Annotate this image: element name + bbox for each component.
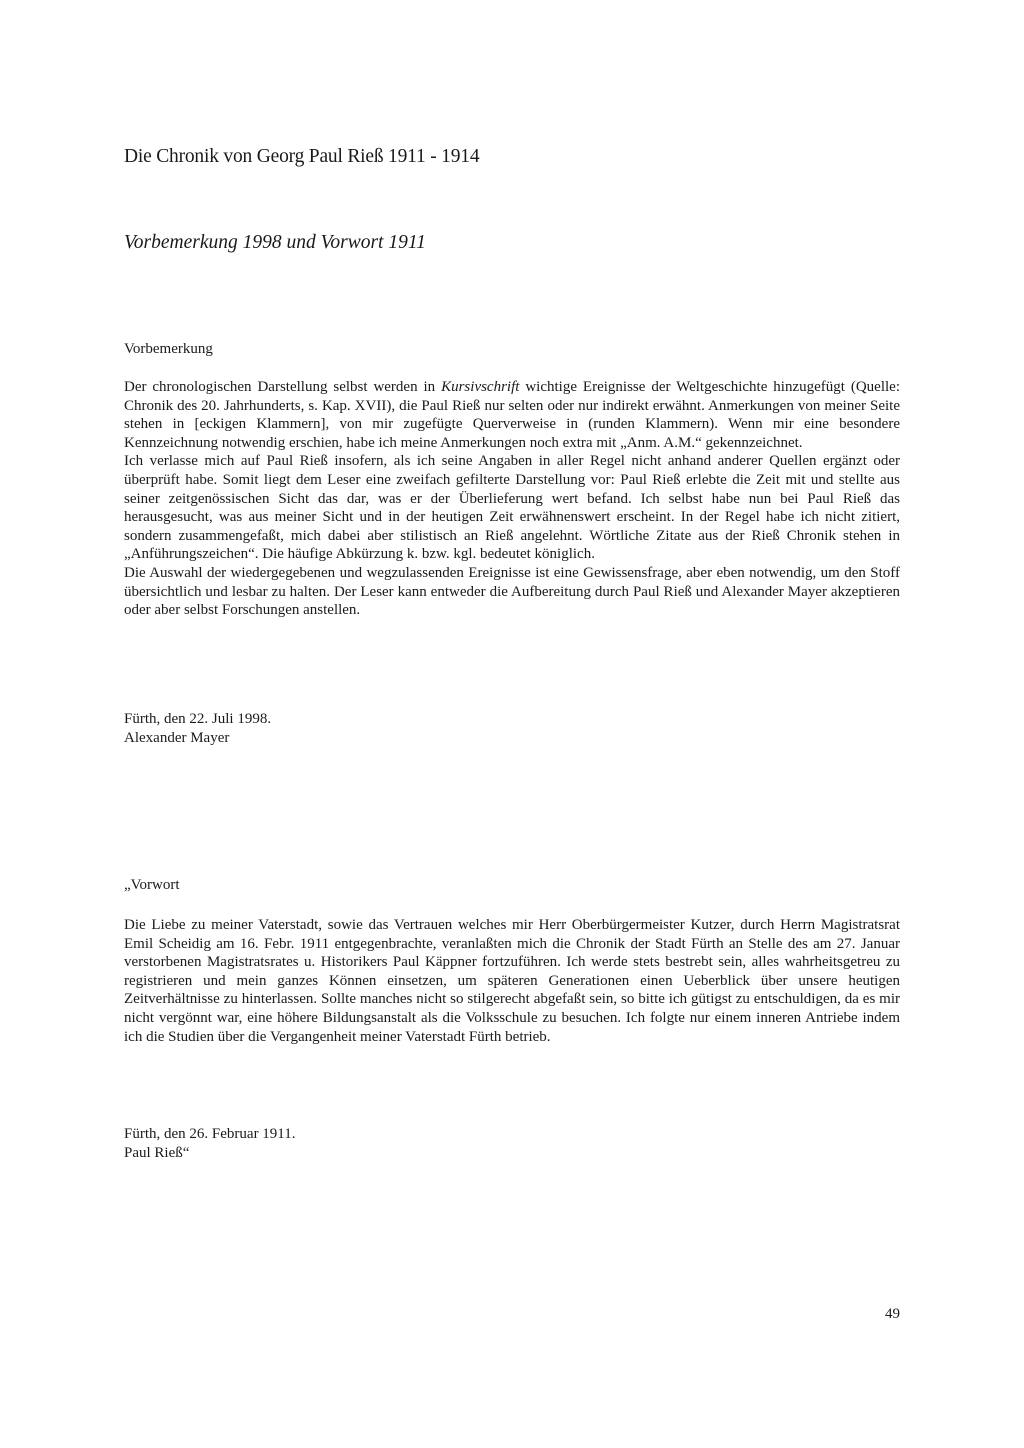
vorwort-signature xyxy=(124,1125,296,1162)
vorbemerkung-paragraph-3: Die Auswahl der wiedergegebenen und wegzulassenden Ereignisse ist eine Gewissensfrage, aber eben notwendig, um den Stoff übersichtlich und lesbar zu halten. Der Leser kann entweder die Aufbereitung durch Paul Rieß und Alexander Mayer akzeptieren oder aber selbst Forschungen anstellen. xyxy=(124,564,900,619)
signature-place-date: Fürth, den 26. Februar 1911. xyxy=(124,1126,296,1142)
page-number: 49 xyxy=(885,1306,900,1322)
signature-name: Alexander Mayer xyxy=(124,729,230,746)
paragraph-1-rest: wichtige Ereignisse der Weltgeschichte hinzugefügt (Quelle: Chronik des 20. Jahrhunderts, s. Kap. XVII), die Paul Rieß nur selten oder nur indirekt erwähnt. Anmerkungen von meiner Seite stehen in [eckigen Klammern], von mir zugefügte Querverweise in (runden Klammern). Wenn mir eine besondere Kennzeichnung notwendig erschien, habe ich meine Anmerkungen noch extra mit „Anm. A.M.“ gekennzeichnet. xyxy=(124,379,900,451)
signature-place-date: Fürth, den 22. Juli 1998. xyxy=(124,711,272,727)
document-subtitle: Vorbemerkung 1998 und Vorwort 1911 xyxy=(124,232,426,253)
vorbemerkung-heading: Vorbemerkung xyxy=(124,341,213,357)
vorwort-heading: „Vorwort xyxy=(124,877,180,893)
document-title: Die Chronik von Georg Paul Rieß 1911 - 1914 xyxy=(124,146,480,167)
vorwort-paragraph: Die Liebe zu meiner Vaterstadt, sowie das Vertrauen welches mir Herr Oberbürgermeister Kutzer, durch Herrn Magistratsrat Emil Scheidig am 16. Febr. 1911 entgegenbrachte, veranlaßten mich die Chronik der Stadt Fürth an Stelle des am 27. Januar verstorbenen Magistratsrates u. Historikers Paul Käppner fortzuführen. Ich werde stets bestrebt sein, alles wahrheitsgetreu zu registrieren und mein ganzes Können einsetzen, um späteren Generationen einen Ueberblick über unsere heutigen Zeitverhältnisse zu hinterlassen. Sollte manches nicht so stilgerecht abgefaßt sein, so bitte ich gütigst zu entschuldigen, da es mir nicht vergönnt war, eine höhere Bildungsanstalt als die Volksschule zu besuchen. Ich folgte nur einem inneren Antriebe indem ich die Studien über die Vergangenheit meiner Vaterstadt Fürth betrieb. xyxy=(124,917,900,1045)
paragraph-1-italic-term: Kursivschrift xyxy=(441,379,520,395)
vorbemerkung-signature xyxy=(124,710,271,747)
signature-name: Paul Rieß“ xyxy=(124,1144,190,1161)
vorbemerkung-paragraph-1 xyxy=(124,378,900,452)
vorbemerkung-paragraph-2: Ich verlasse mich auf Paul Rieß insofern, als ich seine Angaben in aller Regel nicht anhand anderer Quellen ergänzt oder überprüft habe. Somit liegt dem Leser eine zweifach gefilterte Darstellung vor: Paul Rieß erlebte die Zeit mit und stellte aus seiner zeitgenössischen Sicht das dar, was er der Überlieferung wert befand. Ich selbst habe nun bei Paul Rieß das herausgesucht, was aus meiner Sicht und in der heutigen Zeit erwähnenswert erscheint. In der Regel habe ich nicht zitiert, sondern zusammengefaßt, mich dabei aber stilistisch an Rieß angelehnt. Wörtliche Zitate aus der Rieß Chronik stehen in „Anführungszeichen“. Die häufige Abkürzung k. bzw. kgl. bedeutet königlich. xyxy=(124,453,900,563)
paragraph-1-intro: Der chronologischen Darstellung selbst werden in xyxy=(124,379,442,395)
vorwort-body xyxy=(124,916,900,1046)
vorbemerkung-body xyxy=(124,378,900,620)
